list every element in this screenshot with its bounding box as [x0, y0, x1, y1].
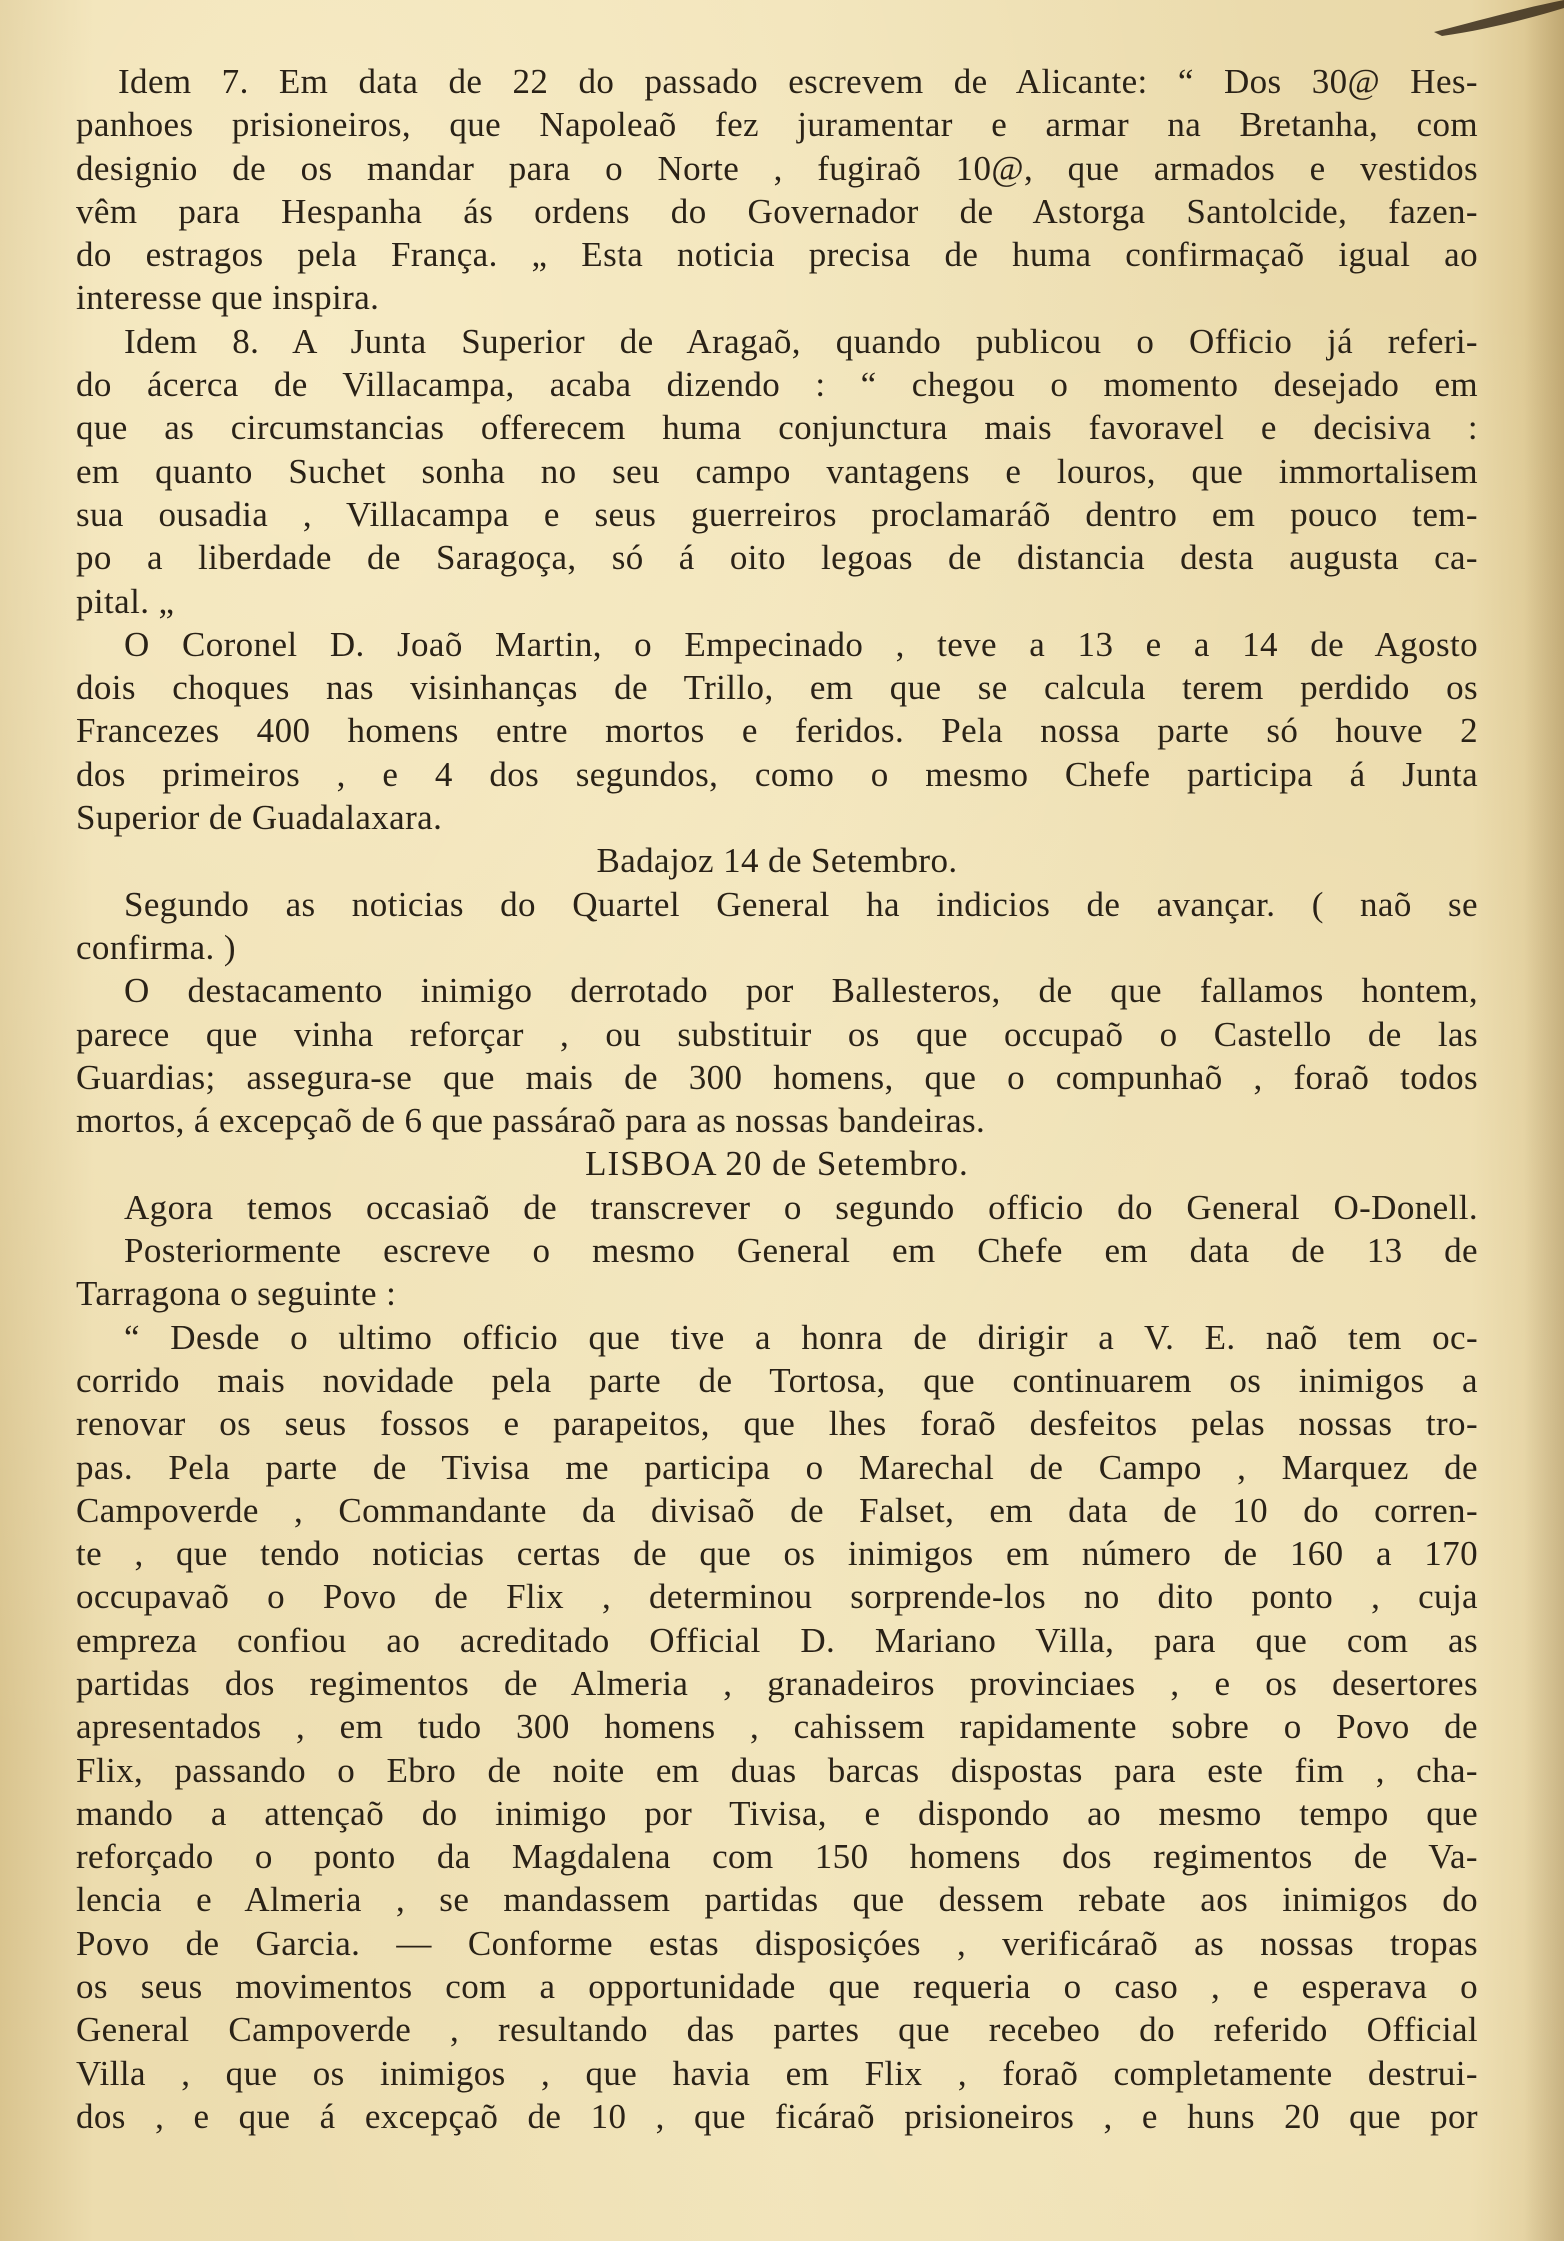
text-line: Campoverde , Commandante da divisaõ de Falset, em data de 10 do corren- — [76, 1490, 1478, 1530]
text-line: dois choques nas visinhanças de Trillo, em que se calcula terem perdido os — [76, 668, 1478, 708]
text-line: panhoes prisioneiros, que Napoleaõ fez juramentar e armar na Bretanha, com — [76, 105, 1478, 145]
text-line: do estragos pela França. „ Esta noticia precisa de huma confirmaçaõ igual ao — [76, 235, 1478, 275]
text-line: vêm para Hespanha ás ordens do Governador de Astorga Santolcide, fazen- — [76, 191, 1478, 231]
text-line: Povo de Garcia. — Conforme estas disposiçóes , verificáraõ as nossas tropas — [76, 1923, 1478, 1963]
text-line: que as circumstancias offerecem huma conjunctura mais favoravel e decisiva : — [76, 408, 1478, 448]
text-line: do ácerca de Villacampa, acaba dizendo : “ chegou o momento desejado em — [76, 365, 1478, 405]
text-line: Posteriormente escreve o mesmo General em Chefe em data de 13 de — [124, 1231, 1478, 1271]
text-line: dos primeiros , e 4 dos segundos, como o mesmo Chefe participa á Junta — [76, 754, 1478, 794]
text-line: Guardias; assegura-se que mais de 300 homens, que o compunhaõ , foraõ todos — [76, 1057, 1478, 1097]
text-line: te , que tendo noticias certas de que os inimigos em número de 160 a 170 — [76, 1534, 1478, 1574]
text-line: LISBOA 20 de Setembro. — [585, 1144, 969, 1184]
text-line: os seus movimentos com a opportunidade que requeria o caso , e esperava o — [76, 1967, 1478, 2007]
text-line: dos , e que á excepçaõ de 10 , que ficáraõ prisioneiros , e huns 20 que por — [76, 2096, 1478, 2136]
text-line: parece que vinha reforçar , ou substituir os que occupaõ o Castello de las — [76, 1014, 1478, 1054]
text-line: Segundo as noticias do Quartel General ha indicios de avançar. ( naõ se — [124, 884, 1478, 924]
text-line: corrido mais novidade pela parte de Tortosa, que continuarem os inimigos a — [76, 1360, 1478, 1400]
text-line: apresentados , em tudo 300 homens , cahissem rapidamente sobre o Povo de — [76, 1707, 1478, 1747]
text-line: occupavaõ o Povo de Flix , determinou sorprende-los no dito ponto , cuja — [76, 1577, 1478, 1617]
text-line: empreza confiou ao acreditado Official D. Mariano Villa, para que com as — [76, 1620, 1478, 1660]
text-line: interesse que inspira. — [76, 278, 380, 318]
text-line: lencia e Almeria , se mandassem partidas que dessem rebate aos inimigos do — [76, 1880, 1478, 1920]
text-line: “ Desde o ultimo officio que tive a honra de dirigir a V. E. naõ tem oc- — [124, 1317, 1478, 1357]
text-line: em quanto Suchet sonha no seu campo vantagens e louros, que immortalisem — [76, 451, 1478, 491]
page-edge-shadow — [1524, 0, 1564, 2241]
text-line: Idem 7. Em data de 22 do passado escrevem de Alicante: “ Dos 30@ Hes- — [118, 62, 1478, 101]
text-line: Superior de Guadalaxara. — [76, 798, 443, 838]
text-line: pas. Pela parte de Tivisa me participa o Marechal de Campo , Marquez de — [76, 1447, 1478, 1487]
text-line: General Campoverde , resultando das partes que recebeo do referido Official — [76, 2010, 1478, 2050]
text-line: Villa , que os inimigos , que havia em Flix , foraõ completamente destrui- — [76, 2053, 1478, 2093]
text-line: renovar os seus fossos e parapeitos, que lhes foraõ desfeitos pelas nossas tro- — [76, 1404, 1478, 1444]
text-line: Tarragona o seguinte : — [76, 1274, 397, 1314]
text-line: confirma. ) — [76, 927, 236, 967]
text-line: Flix, passando o Ebro de noite em duas barcas dispostas para este fim , cha- — [76, 1750, 1478, 1790]
text-line: designio de os mandar para o Norte , fugiraõ 10@, que armados e vestidos — [76, 148, 1478, 188]
text-line: O destacamento inimigo derrotado por Ballesteros, de que fallamos hontem, — [124, 971, 1478, 1011]
text-line: partidas dos regimentos de Almeria , granadeiros provinciaes , e os desertores — [76, 1663, 1478, 1703]
text-line: Badajoz 14 de Setembro. — [596, 841, 958, 881]
text-line: Idem 8. A Junta Superior de Aragaõ, quando publicou o Officio já referi- — [124, 321, 1478, 361]
text-line: Francezes 400 homens entre mortos e feridos. Pela nossa parte só houve 2 — [76, 711, 1478, 751]
text-line: sua ousadia , Villacampa e seus guerreiros proclamaráõ dentro em pouco tem- — [76, 494, 1478, 534]
text-line: po a liberdade de Saragoça, só á oito legoas de distancia desta augusta ca- — [76, 538, 1478, 578]
text-line: mortos, á excepçaõ de 6 que passáraõ para as nossas bandeiras. — [76, 1101, 986, 1141]
text-line: pital. „ — [76, 581, 175, 621]
text-line: Agora temos occasiaõ de transcrever o segundo officio do General O-Donell. — [124, 1187, 1478, 1227]
article-text — [76, 60, 1478, 2138]
text-line: reforçado o ponto da Magdalena com 150 homens dos regimentos de Va- — [76, 1837, 1478, 1877]
text-line: mando a attençaõ do inimigo por Tivisa, e dispondo ao mesmo tempo que — [76, 1793, 1478, 1833]
text-line: O Coronel D. Joaõ Martin, o Empecinado , teve a 13 e a 14 de Agosto — [124, 624, 1478, 664]
